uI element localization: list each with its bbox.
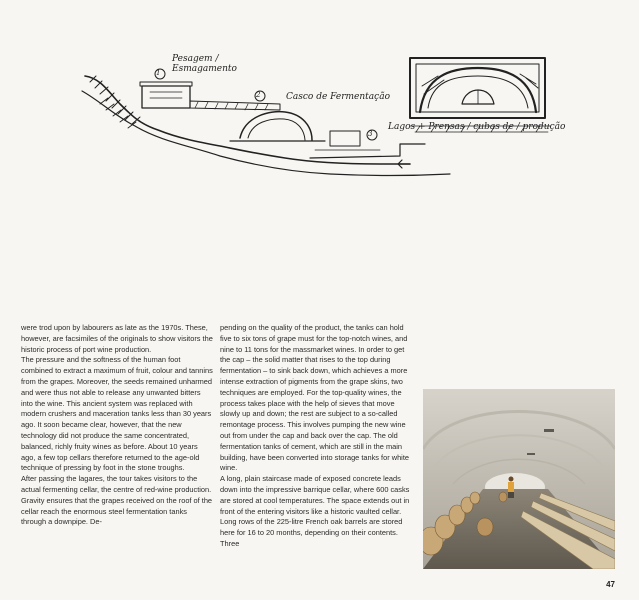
page-number: 47 <box>606 580 615 589</box>
paragraph: The pressure and the softness of the human foot combined to extract a maximum of fruit, colour and tannins from the grapes. Moreover, the seeds remained unharmed and were thus not able to release any unwanted bitters into the wine. This ancient system was replaced with modern crushers and maceration tanks less than 30 years ago. It soon became clear, however, that the new technology did not produce the same concentrated, balanced, richly fruity wines as before. About 10 years ago, a few top cellars therefore returned to the age-old technique of pressing by foot in the stone troughs. <box>21 355 213 473</box>
paragraph: After passing the lagares, the tour takes visitors to the actual fermenting cellar, the centre of red-wine production. Gravity ensures that the grapes received on the roof of the cellar reach the enormous steel fermentation tanks through a downpipe. De- <box>21 474 213 527</box>
sketch-drawing <box>80 46 570 196</box>
sketch-marker-3: 3 <box>368 130 373 138</box>
sketch-label-presses: Lagos + Prensas / cubas de / produção <box>388 122 566 132</box>
sketch-marker-2: 2 <box>256 91 261 99</box>
sketch-label-crushing: Pesagem / Esmagamento <box>172 54 237 74</box>
paragraph: pending on the quality of the product, the tanks can hold five to six tons of grape must for the top-notch wines, and nine to 11 tons for the massmarket wines. In order to get the cap – the solid matter that rises to the top during fermentation – to sink back down, which achieves a more intense extraction of pigments from the grape skins, two techniques are employed. For the top-quality wines, the process takes place with the help of sieves that move slowly up and down; the rest are subject to a so-called remontage process. This involves pumping the new wine out from under the cap and back over the cap. The old fermentation tanks of cement, which are still in the main building, have been converted into storage tanks for white wine. <box>220 323 409 473</box>
paragraph: A long, plain staircase made of exposed concrete leads down into the impressive barrique cellar, where 600 casks are stored at cool temperatures. The space extends out in front of the entering visitors like a historic vaulted cellar. Long rows of the 225-litre French oak barrels are stored here for 16 to 20 months, depending on their contents. Three <box>220 474 410 548</box>
barrique-cellar-photo <box>423 389 615 569</box>
text-column-1 <box>21 323 213 528</box>
sketch-label-fermentation: Casco de Fermentação <box>286 92 390 102</box>
architectural-sketch <box>80 46 570 196</box>
sketch-marker-1: 1 <box>156 69 161 77</box>
cellar-illustration <box>423 389 615 569</box>
text-column-2 <box>220 323 412 550</box>
paragraph: were trod upon by labourers as late as the 1970s. These, however, are facsimiles of the originals to show visitors the historic process of port wine production. <box>21 323 213 354</box>
